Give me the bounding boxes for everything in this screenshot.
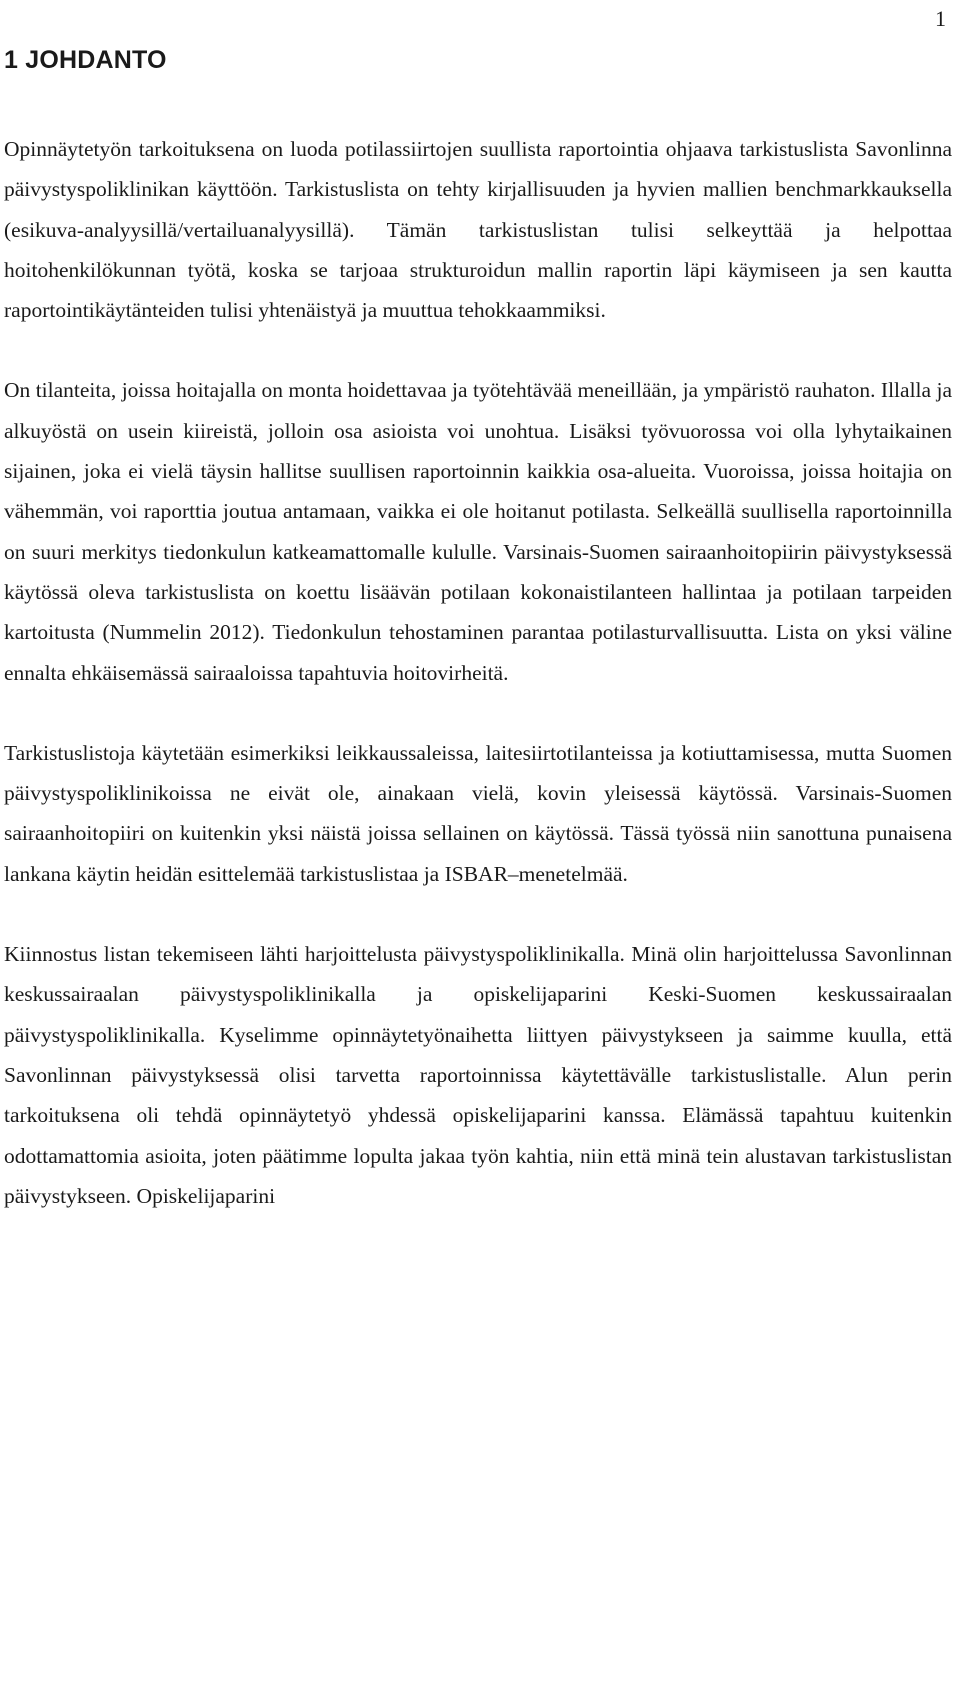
body-text bbox=[4, 129, 952, 1216]
paragraph-situations: On tilanteita, joissa hoitajalla on monta hoidettavaa ja työtehtävää meneillään, ja ympäristö rauhaton. Illalla ja alkuyöstä on usein kiireistä, jolloin osa asioista voi unohtua. Lisäksi työvuorossa voi olla lyhytaikainen sijainen, joka ei vielä täysin hallitse suullisen raportoinnin kaikkia osa-alueita. Vuoroissa, joissa hoitajia on vähemmän, voi raporttia joutua antamaan, vaikka ei ole hoitanut potilasta. Selkeällä suullisella raportoinnilla on suuri merkitys tiedonkulun katkeamattomalle kululle. Varsinais-Suomen sairaanhoitopiirin päivystyksessä käytössä oleva tarkistuslista on koettu lisäävän potilaan kokonaistilanteen hallintaa ja potilaan tarpeiden kartoitusta (Nummelin 2012). Tiedonkulun tehostaminen parantaa potilasturvallisuutta. Lista on yksi väline ennalta ehkäisemässä sairaaloissa tapahtuvia hoitovirheitä. bbox=[4, 378, 952, 685]
page-number: 1 bbox=[935, 6, 946, 31]
chapter-heading: 1 JOHDANTO bbox=[4, 46, 167, 74]
paragraph-background: Kiinnostus listan tekemiseen lähti harjoittelusta päivystyspoliklinikalla. Minä olin harjoittelussa Savonlinnan keskussairaalan päivystyspoliklinikalla ja opiskelijaparini Keski-Suomen keskussairaalan päivystyspoliklinikalla. Kyselimme opinnäytetyönaihetta liittyen päivystykseen ja saimme kuulla, että Savonlinnan päivystyksessä olisi tarvetta raportoinnissa käytettävälle tarkistuslistalle. Alun perin tarkoituksena oli tehdä opinnäytetyö yhdessä opiskelijaparini kanssa. Elämässä tapahtuu kuitenkin odottamattomia asioita, joten päätimme lopulta jakaa työn kahtia, niin että minä tein alustavan tarkistuslistan päivystykseen. Opiskelijaparini bbox=[4, 942, 952, 1208]
paragraph-purpose: Opinnäytetyön tarkoituksena on luoda potilassiirtojen suullista raportointia ohjaava tarkistuslista Savonlinna päivystyspoliklinikan käyttöön. Tarkistuslista on tehty kirjallisuuden ja hyvien mallien benchmarkkauksella (esikuva-analyysillä/vertailuanalyysillä). Tämän tarkistuslistan tulisi selkeyttää ja helpottaa hoitohenkilökunnan työtä, koska se tarjoaa strukturoidun mallin raportin läpi käymiseen ja sen kautta raportointikäytänteiden tulisi yhtenäistyä ja muuttua tehokkaammiksi. bbox=[4, 137, 952, 323]
paragraph-checklist-usage: Tarkistuslistoja käytetään esimerkiksi leikkaussaleissa, laitesiirtotilanteissa ja kotiuttamisessa, mutta Suomen päivystyspoliklinikoissa ne eivät ole, ainakaan vielä, kovin yleisessä käytössä. Varsinais-Suomen sairaanhoitopiiri on kuitenkin yksi näistä joissa sellainen on käytössä. Tässä työssä niin sanottuna punaisena lankana käytin heidän esittelemää tarkistuslistaa ja ISBAR–menetelmää. bbox=[4, 740, 952, 886]
